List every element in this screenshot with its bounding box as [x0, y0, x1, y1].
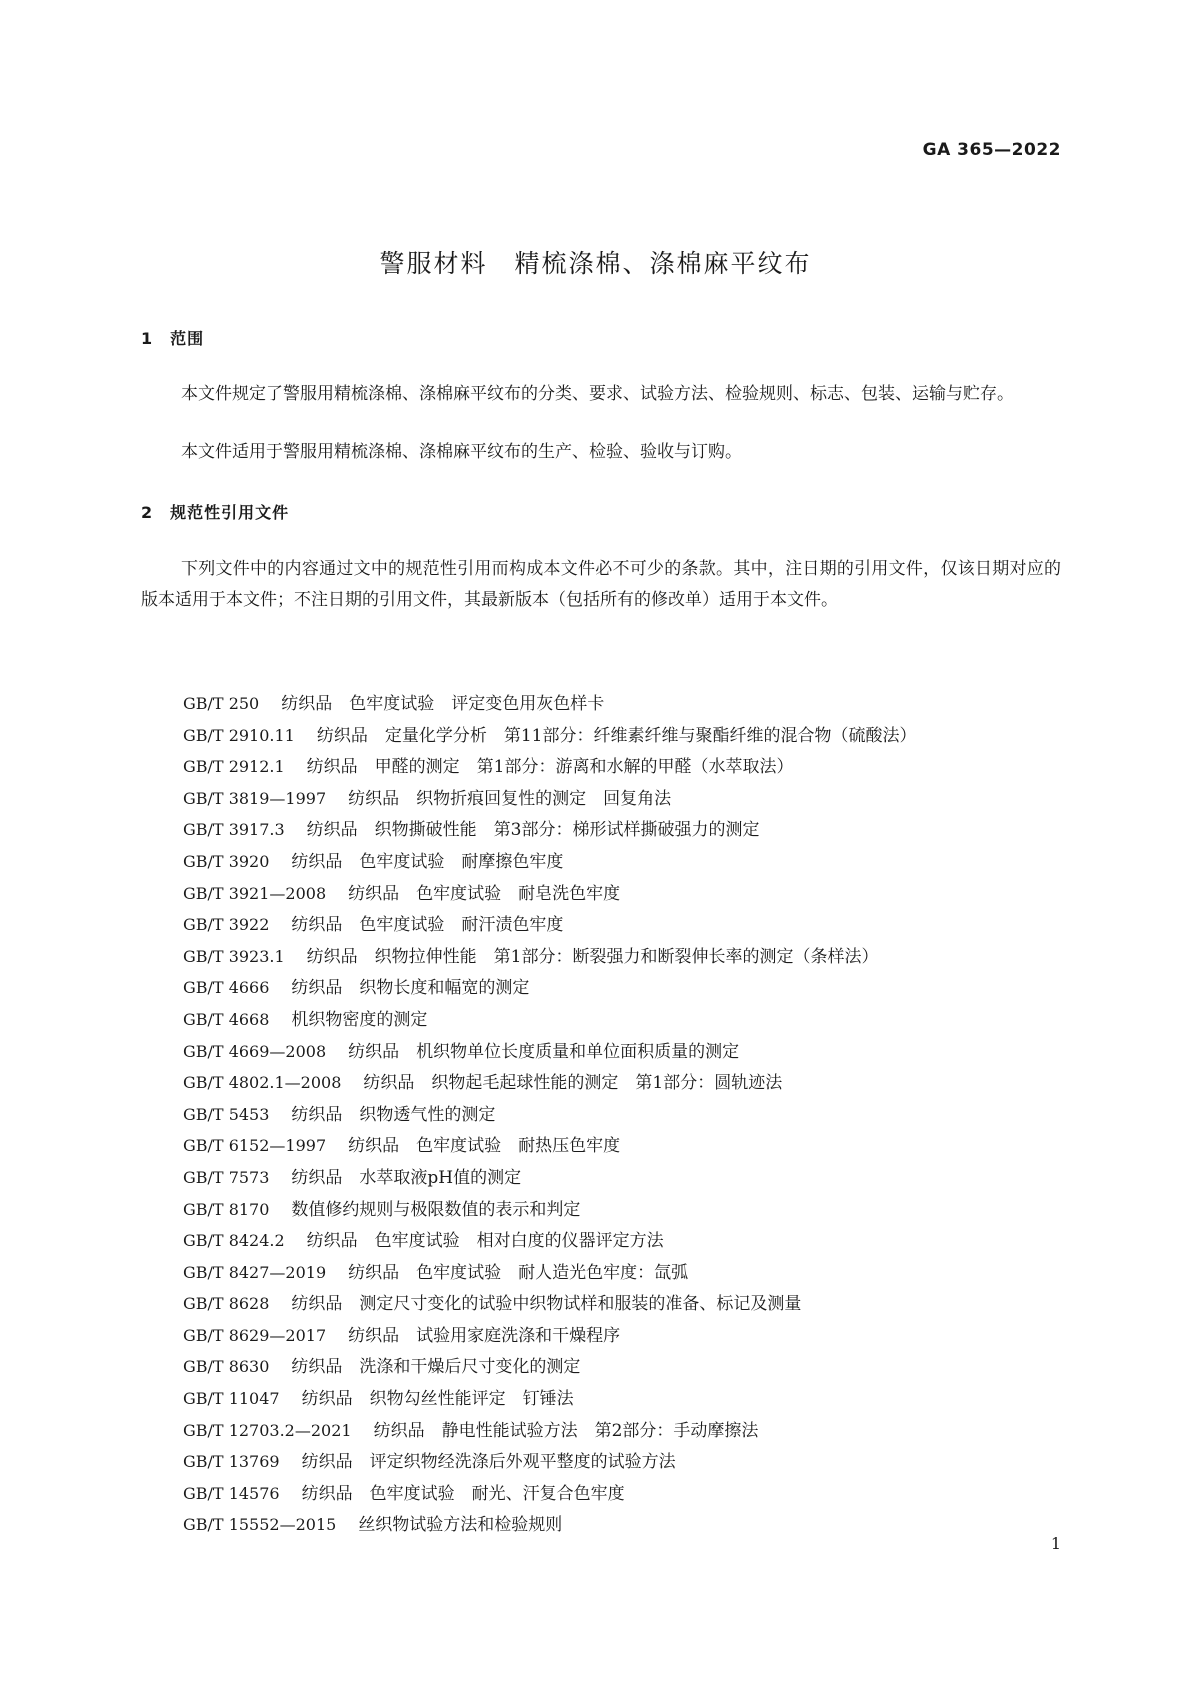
reference-title: 纺织品 测定尺寸变化的试验中织物试样和服装的准备、标记及测量: [291, 1294, 802, 1315]
reference-code: GB/T 15552—2015: [183, 1515, 337, 1535]
reference-title: 丝织物试验方法和检验规则: [358, 1515, 563, 1536]
reference-item: [183, 1415, 917, 1447]
reference-title: 纺织品 织物勾丝性能评定 钉锤法: [301, 1389, 574, 1410]
reference-title: 纺织品 机织物单位长度质量和单位面积质量的测定: [348, 1041, 740, 1062]
reference-code: GB/T 12703.2—2021: [183, 1420, 352, 1440]
reference-code: GB/T 2912.1: [183, 757, 285, 777]
reference-item: [183, 1351, 917, 1383]
reference-title: 纺织品 评定织物经洗涤后外观平整度的试验方法: [301, 1452, 676, 1473]
reference-title: 纺织品 洗涤和干燥后尺寸变化的测定: [291, 1357, 581, 1378]
reference-code: GB/T 4666: [183, 978, 270, 998]
reference-code: GB/T 8170: [183, 1199, 270, 1219]
reference-title: 机织物密度的测定: [291, 1009, 428, 1030]
reference-code: GB/T 8630: [183, 1357, 270, 1377]
document-code: GA 365—2022: [922, 140, 1061, 160]
reference-code: GB/T 4802.1—2008: [183, 1073, 342, 1093]
reference-code: GB/T 3923.1: [183, 946, 285, 966]
reference-title: 纺织品 试验用家庭洗涤和干燥程序: [348, 1325, 621, 1346]
reference-item: [183, 909, 917, 941]
reference-item: [183, 1320, 917, 1352]
reference-code: GB/T 8628: [183, 1294, 270, 1314]
reference-title: 数值修约规则与极限数值的表示和判定: [291, 1199, 581, 1220]
reference-item: [183, 1509, 917, 1541]
reference-item: [183, 1004, 917, 1036]
references-intro-paragraph: 下列文件中的内容通过文中的规范性引用而构成本文件必不可少的条款。其中，注日期的引用文件，仅该日期对应的版本适用于本文件；不注日期的引用文件，其最新版本（包括所有的修改单）适用于本文件。: [141, 559, 1061, 610]
reference-code: GB/T 14576: [183, 1483, 280, 1503]
reference-code: GB/T 3921—2008: [183, 883, 327, 903]
reference-code: GB/T 2910.11: [183, 725, 295, 745]
reference-item: [183, 1130, 917, 1162]
reference-code: GB/T 13769: [183, 1452, 280, 1472]
reference-item: [183, 1478, 917, 1510]
reference-code: GB/T 3819—1997: [183, 788, 327, 808]
reference-code: GB/T 7573: [183, 1167, 270, 1187]
reference-item: [183, 1446, 917, 1478]
reference-title: 纺织品 色牢度试验 耐摩擦色牢度: [291, 851, 564, 872]
reference-code: GB/T 8629—2017: [183, 1325, 327, 1345]
scope-paragraph-1: 本文件规定了警服用精梳涤棉、涤棉麻平纹布的分类、要求、试验方法、检验规则、标志、包装、运输与贮存。: [181, 384, 1014, 404]
reference-item: [183, 1162, 917, 1194]
reference-title: 纺织品 静电性能试验方法 第2部分：手动摩擦法: [373, 1420, 759, 1441]
reference-code: GB/T 5453: [183, 1104, 270, 1124]
reference-title: 纺织品 织物撕破性能 第3部分：梯形试样撕破强力的测定: [306, 820, 760, 841]
reference-item: [183, 783, 917, 815]
reference-title: 纺织品 色牢度试验 耐热压色牢度: [348, 1136, 621, 1157]
reference-item: [183, 751, 917, 783]
reference-item: [183, 1383, 917, 1415]
reference-code: GB/T 3922: [183, 915, 270, 935]
reference-code: GB/T 3920: [183, 851, 270, 871]
reference-code: GB/T 11047: [183, 1389, 280, 1409]
reference-title: 纺织品 色牢度试验 耐人造光色牢度：氙弧: [348, 1262, 689, 1283]
reference-code: GB/T 250: [183, 694, 260, 713]
reference-title: 纺织品 甲醛的测定 第1部分：游离和水解的甲醛（水萃取法）: [306, 757, 794, 778]
reference-item: [183, 1225, 917, 1257]
reference-item: [183, 1067, 917, 1099]
reference-title: 纺织品 织物长度和幅宽的测定: [291, 978, 530, 999]
reference-item: [183, 941, 917, 973]
reference-code: GB/T 4669—2008: [183, 1041, 327, 1061]
reference-title: 纺织品 织物拉伸性能 第1部分：断裂强力和断裂伸长率的测定（条样法）: [306, 946, 879, 967]
reference-title: 纺织品 水萃取液pH值的测定: [291, 1167, 522, 1188]
reference-title: 纺织品 定量化学分析 第11部分：纤维素纤维与聚酯纤维的混合物（硫酸法）: [316, 725, 917, 746]
reference-code: GB/T 4668: [183, 1009, 270, 1029]
reference-code: GB/T 3917.3: [183, 820, 285, 840]
reference-title: 纺织品 色牢度试验 评定变色用灰色样卡: [281, 694, 605, 714]
reference-item: [183, 720, 917, 752]
reference-item: [183, 1288, 917, 1320]
reference-code: GB/T 6152—1997: [183, 1136, 327, 1156]
reference-item: [183, 1194, 917, 1226]
reference-item: [183, 972, 917, 1004]
section-heading-normative-references: 2 规范性引用文件: [141, 503, 290, 522]
reference-item: [183, 1036, 917, 1068]
reference-title: 纺织品 织物折痕回复性的测定 回复角法: [348, 788, 672, 809]
reference-title: 纺织品 色牢度试验 耐光、汗复合色牢度: [301, 1483, 625, 1504]
reference-item: [183, 814, 917, 846]
reference-title: 纺织品 色牢度试验 耐皂洗色牢度: [348, 883, 621, 904]
scope-paragraph-2: 本文件适用于警服用精梳涤棉、涤棉麻平纹布的生产、检验、验收与订购。: [181, 442, 742, 462]
reference-item: [183, 1099, 917, 1131]
reference-item: [183, 846, 917, 878]
reference-title: 纺织品 织物透气性的测定: [291, 1104, 496, 1125]
reference-code: GB/T 8427—2019: [183, 1262, 327, 1282]
document-title: 警服材料 精梳涤棉、涤棉麻平纹布: [379, 249, 812, 278]
reference-code: GB/T 8424.2: [183, 1231, 285, 1251]
section-heading-scope: 1 范围: [141, 329, 205, 348]
reference-title: 纺织品 色牢度试验 耐汗渍色牢度: [291, 915, 564, 936]
page-number: 1: [1050, 1534, 1061, 1553]
reference-item: [183, 1257, 917, 1289]
reference-item: [183, 688, 917, 720]
reference-title: 纺织品 色牢度试验 相对白度的仪器评定方法: [306, 1231, 664, 1252]
reference-item: [183, 878, 917, 910]
reference-title: 纺织品 织物起毛起球性能的测定 第1部分：圆轨迹法: [363, 1073, 783, 1094]
reference-list: [183, 688, 917, 1541]
